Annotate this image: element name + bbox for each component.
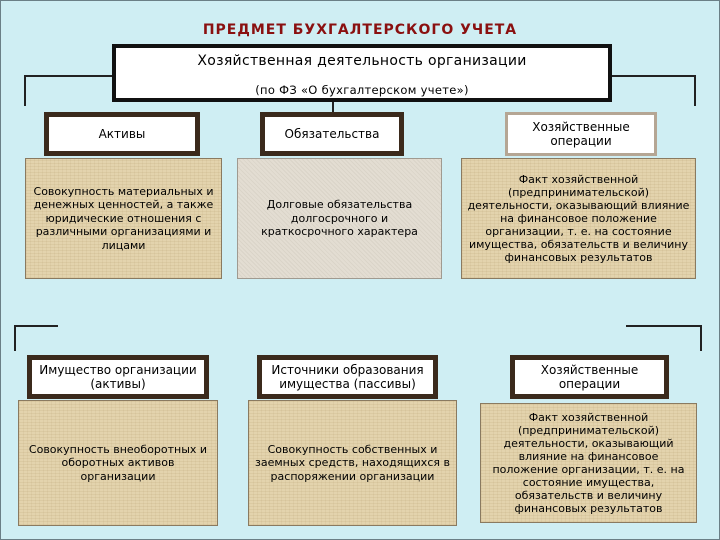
header-business-operations-label: Хозяйственные операции <box>532 120 630 148</box>
connector-left-vertical <box>24 75 26 106</box>
header-sources <box>257 355 438 399</box>
assets-description-text: Совокупность материальных и денежных ценностей, а также юридические отношения с различными организациями и лицами <box>33 184 214 252</box>
main-concept-title: Хозяйственная деятельность организации <box>197 53 527 69</box>
business-operations-2-description-text: Факт хозяйственной (предпринимательской) деятельности, оказывающий влияние на финансовое положение организации, т. е. на состояние имущества, обязательств и величину финансовых результатов <box>492 411 685 515</box>
header-property <box>27 355 209 399</box>
header-business-operations <box>505 112 657 156</box>
business-operations-2-description <box>480 403 697 523</box>
header-liabilities-label: Обязательства <box>284 127 380 141</box>
connector-right-horizontal <box>610 75 696 77</box>
connector-left-horizontal <box>24 75 114 77</box>
property-description-text: Совокупность внеоборотных и оборотных активов организации <box>28 442 208 483</box>
property-description <box>18 400 218 526</box>
header-assets-label: Активы <box>98 127 146 141</box>
connector-right-vertical <box>694 75 696 106</box>
business-operations-description-text: Факт хозяйственной (предпринимательской) деятельности, оказывающий влияние на финансовое положение организации, т. е. на состояние имущества, обязательств и величину финансовых результатов <box>467 173 690 264</box>
header-business-operations-2 <box>510 355 669 399</box>
bracket-left <box>14 325 58 351</box>
main-concept-box <box>112 44 612 102</box>
diagram-title: ПРЕДМЕТ БУХГАЛТЕРСКОГО УЧЕТА <box>202 22 518 38</box>
bracket-right <box>626 325 702 351</box>
business-operations-description <box>461 158 696 279</box>
assets-description <box>25 158 222 279</box>
sources-description-text: Совокупность собственных и заемных средств, находящихся в распоряжении организации <box>255 442 450 483</box>
liabilities-description-text: Долговые обязательства долгосрочного и краткосрочного характера <box>261 198 418 239</box>
header-property-label: Имущество организации (активы) <box>39 363 197 391</box>
main-concept-subtitle: (по ФЗ «О бухгалтерском учете») <box>255 83 469 97</box>
header-liabilities <box>260 112 404 156</box>
liabilities-description <box>237 158 442 279</box>
sources-description <box>248 400 457 526</box>
header-sources-label: Источники образования имущества (пассивы) <box>271 363 424 391</box>
header-business-operations-2-label: Хозяйственные операции <box>540 363 639 391</box>
header-assets <box>44 112 200 156</box>
